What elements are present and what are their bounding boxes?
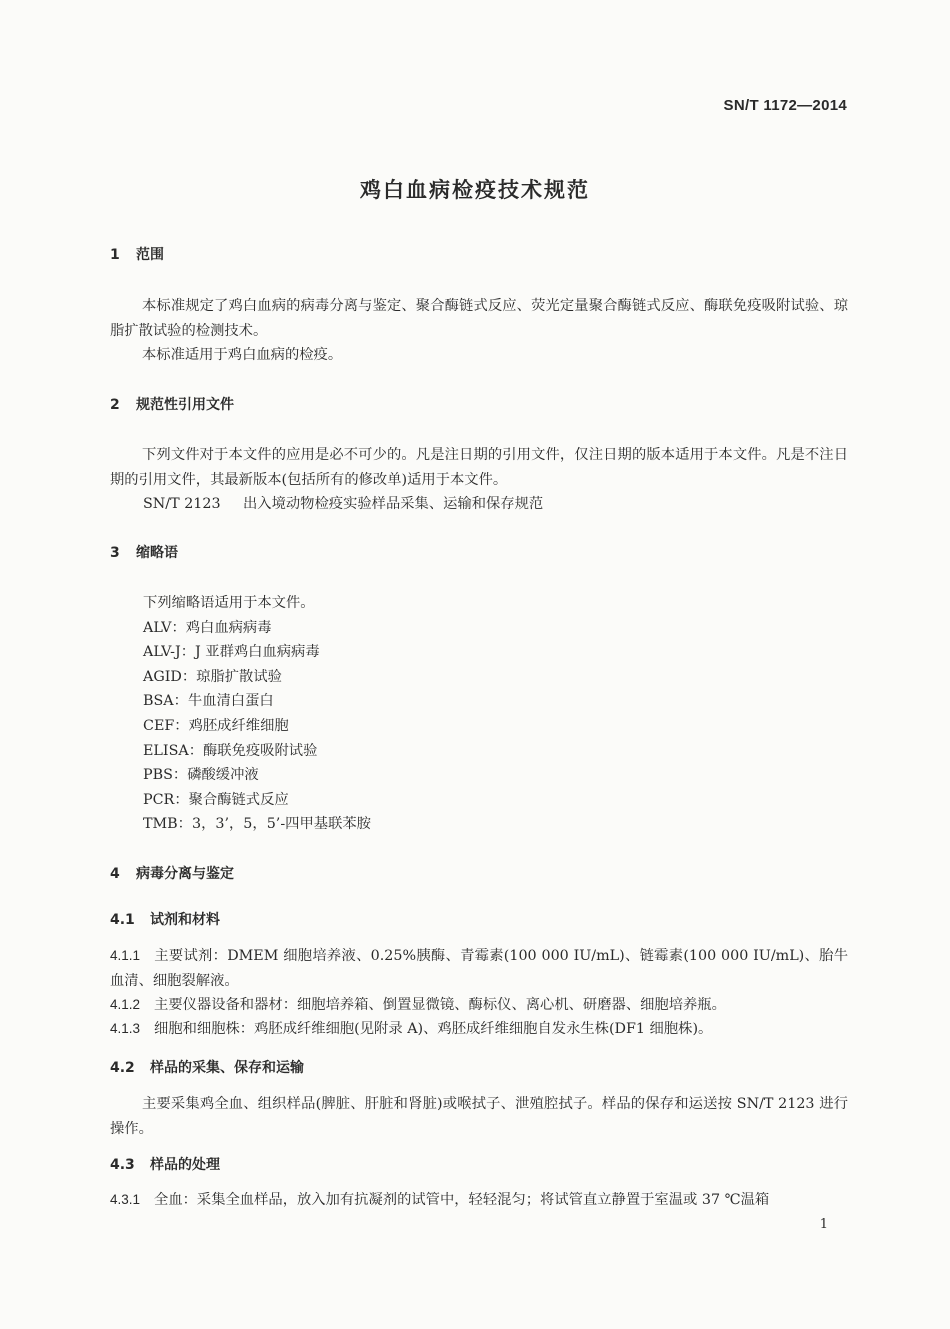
clause-text: 全血：采集全血样品，放入加有抗凝剂的试管中，轻轻混匀；将试管直立静置于室温或 37 ℃温箱 <box>154 1192 770 1208</box>
section-title: 规范性引用文件 <box>136 397 234 413</box>
subsection-number: 4.2 <box>110 1060 135 1076</box>
clause-number: 4.1.2 <box>110 997 141 1012</box>
subsection-number: 4.3 <box>110 1157 135 1173</box>
section-2-paragraph-1: 下列文件对于本文件的应用是必不可少的。凡是注日期的引用文件，仅注日期的版本适用于本文件。凡是不注日期的引用文件，其最新版本(包括所有的修改单)适用于本文件。 <box>110 447 848 488</box>
reference-code: SN/T 2123 <box>143 496 221 512</box>
section-title: 范围 <box>136 247 164 263</box>
abbreviation-item: PCR：聚合酶链式反应 <box>143 791 289 808</box>
abbreviation-intro: 下列缩略语适用于本文件。 <box>143 595 315 611</box>
clause-number: 4.1.3 <box>110 1021 141 1036</box>
section-3-heading <box>110 542 178 562</box>
section-1-paragraph-2: 本标准适用于鸡白血病的检疫。 <box>142 347 343 363</box>
document-title: 鸡白血病检疫技术规范 <box>360 178 590 202</box>
clause-4-1-2 <box>110 993 848 1018</box>
abbreviation-item: TMB：3，3’，5，5’-四甲基联苯胺 <box>143 816 371 833</box>
abbreviation-item: PBS：磷酸缓冲液 <box>143 767 259 784</box>
section-title: 缩略语 <box>136 545 178 561</box>
section-number: 2 <box>110 397 120 413</box>
abbreviation-item: ALV-J：J 亚群鸡白血病病毒 <box>143 644 320 661</box>
clause-text: 主要仪器设备和器材：细胞培养箱、倒置显微镜、酶标仪、离心机、研磨器、细胞培养瓶。 <box>154 997 726 1013</box>
reference-title: 出入境动物检疫实验样品采集、运输和保存规范 <box>243 496 544 512</box>
clause-4-3-1 <box>110 1188 848 1213</box>
section-4-2-paragraph: 主要采集鸡全血、组织样品(脾脏、肝脏和肾脏)或喉拭子、泄殖腔拭子。样品的保存和运送按 SN/T 2123 进行操作。 <box>110 1096 848 1137</box>
section-4-2-heading <box>110 1057 304 1077</box>
standard-code: SN/T 1172—2014 <box>723 97 847 114</box>
section-2-heading <box>110 394 234 414</box>
clause-4-1-1 <box>110 944 848 993</box>
clause-number: 4.1.1 <box>110 948 141 963</box>
abbreviation-item: BSA：牛血清白蛋白 <box>143 693 274 710</box>
clause-text: 细胞和细胞株：鸡胚成纤维细胞(见附录 A)、鸡胚成纤维细胞自发永生株(DF1 细胞株)。 <box>154 1021 713 1037</box>
subsection-title: 样品的采集、保存和运输 <box>150 1060 304 1076</box>
section-number: 1 <box>110 247 120 263</box>
clause-number: 4.3.1 <box>110 1192 141 1207</box>
clause-4-1-3 <box>110 1017 848 1042</box>
section-1-paragraph-1: 本标准规定了鸡白血病的病毒分离与鉴定、聚合酶链式反应、荧光定量聚合酶链式反应、酶联免疫吸附试验、琼脂扩散试验的检测技术。 <box>110 298 848 339</box>
section-4-1-heading <box>110 909 220 929</box>
section-1-heading <box>110 244 164 264</box>
normative-reference <box>143 492 543 517</box>
abbreviation-item: AGID：琼脂扩散试验 <box>143 668 282 685</box>
abbreviation-list <box>143 591 371 837</box>
subsection-title: 试剂和材料 <box>150 912 220 928</box>
abbreviation-item: ELISA：酶联免疫吸附试验 <box>143 742 318 759</box>
section-title: 病毒分离与鉴定 <box>136 866 234 882</box>
abbreviation-item: ALV：鸡白血病病毒 <box>143 619 272 636</box>
subsection-number: 4.1 <box>110 912 135 928</box>
subsection-title: 样品的处理 <box>150 1157 220 1173</box>
section-4-3-heading <box>110 1154 220 1174</box>
section-number: 3 <box>110 545 120 561</box>
page-number: 1 <box>819 1217 828 1232</box>
section-4-heading <box>110 863 234 883</box>
section-number: 4 <box>110 866 120 882</box>
abbreviation-item: CEF：鸡胚成纤维细胞 <box>143 717 289 734</box>
clause-text: 主要试剂：DMEM 细胞培养液、0.25%胰酶、青霉素(100 000 IU/mL)、链霉素(100 000 IU/mL)、胎牛血清、细胞裂解液。 <box>110 948 848 989</box>
